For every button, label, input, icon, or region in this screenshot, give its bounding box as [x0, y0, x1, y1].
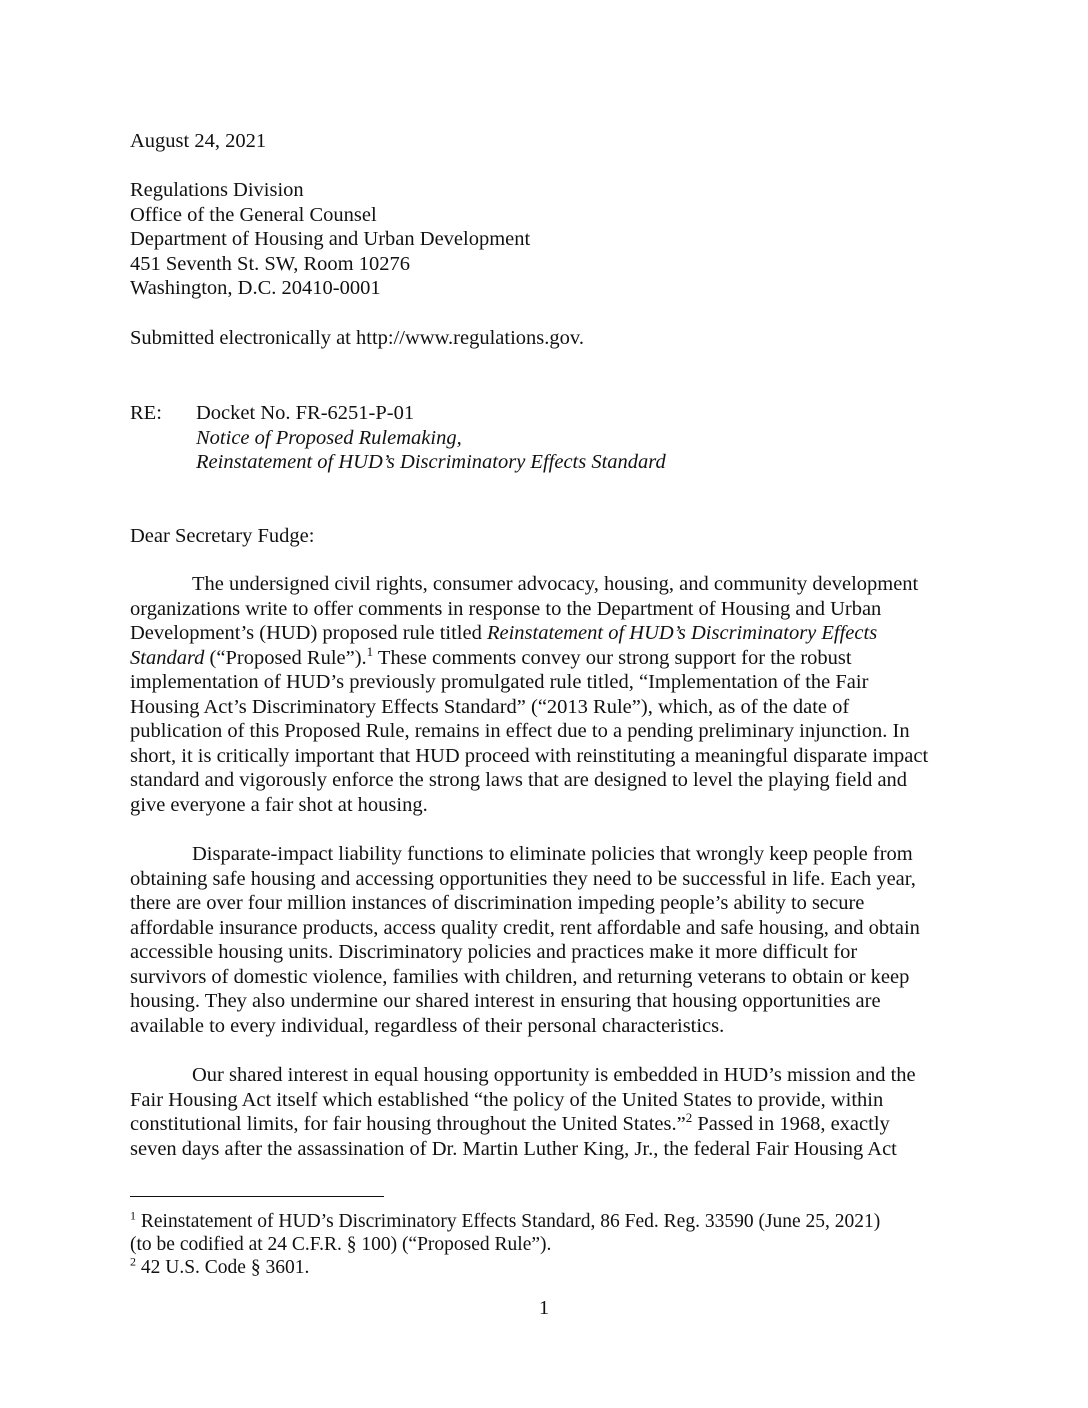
- paragraph-line: The undersigned civil rights, consumer advocacy, housing, and community development: [192, 573, 919, 595]
- paragraph-line: accessible housing units. Discriminatory policies and practices make it more difficult for: [130, 941, 858, 963]
- paragraph-line: Disparate-impact liability functions to eliminate policies that wrongly keep people from: [192, 843, 913, 865]
- notice-title: Notice of Proposed Rulemaking,: [196, 426, 462, 449]
- paragraph-line: Housing Act’s Discriminatory Effects Standard” (“2013 Rule”), which, as of the date of: [130, 695, 850, 718]
- footnote-ref-1[interactable]: 1: [366, 643, 374, 659]
- paragraph-line: Our shared interest in equal housing opportunity is embedded in HUD’s mission and the: [192, 1064, 916, 1086]
- paragraph-line: affordable insurance products, access quality credit, rent affordable and safe housing, and obtain: [130, 916, 920, 939]
- paragraph-line: seven days after the assassination of Dr. Martin Luther King, Jr., the federal Fair Housing Act: [130, 1137, 897, 1160]
- submission-text: Submitted electronically at http://www.regulations.gov.: [130, 327, 584, 349]
- paragraph-line: housing. They also undermine our shared interest in ensuring that housing opportunities are: [130, 990, 881, 1012]
- paragraph-line: [130, 1112, 960, 1137]
- paragraph-2: [130, 842, 960, 1038]
- text-run: Passed in 1968, exactly: [692, 1113, 890, 1135]
- footnote-2: [130, 1256, 960, 1279]
- docket-number: Docket No. FR-6251-P-01: [196, 402, 415, 424]
- footnote-text: 42 U.S. Code § 3601.: [136, 1257, 310, 1278]
- rule-title: Reinstatement of HUD’s Discriminatory Effects Standard: [196, 451, 666, 473]
- paragraph-line: short, it is critically important that HUD proceed with reinstituting a meaningful disparate impact: [130, 744, 929, 767]
- paragraph-3: [130, 1063, 960, 1161]
- salutation-text: Dear Secretary Fudge:: [130, 525, 315, 547]
- paragraph-line: give everyone a fair shot at housing.: [130, 793, 428, 816]
- footnote-mark-2: 2: [130, 1254, 136, 1269]
- address-line: Office of the General Counsel: [130, 203, 377, 226]
- italic-rule-title: Standard: [130, 646, 205, 669]
- footnote-mark-1: 1: [130, 1208, 136, 1223]
- address-line: Department of Housing and Urban Development: [130, 228, 531, 250]
- italic-rule-title: Reinstatement of HUD’s Discriminatory Effects: [486, 622, 878, 644]
- letter-date: [130, 129, 960, 154]
- paragraph-line: [130, 643, 960, 671]
- text-run: These comments convey our strong support for the robust: [373, 646, 852, 669]
- re-body: [196, 401, 956, 475]
- paragraph-line: obtaining safe housing and accessing opportunities they need to be successful in life. Each year,: [130, 867, 916, 890]
- date-text: August 24, 2021: [130, 130, 267, 152]
- paragraph-line: available to every individual, regardless of their personal characteristics.: [130, 1014, 725, 1037]
- address-line: Washington, D.C. 20410-0001: [130, 277, 381, 299]
- paragraph-line: [130, 621, 960, 646]
- footnote-ref-2[interactable]: 2: [685, 1110, 693, 1126]
- paragraph-line: there are over four million instances of discrimination impeding people’s ability to secure: [130, 892, 865, 914]
- paragraph-1: [130, 572, 960, 817]
- paragraph-line: implementation of HUD’s previously promulgated rule titled, “Implementation of the Fair: [130, 671, 869, 693]
- footnote-text: Reinstatement of HUD’s Discriminatory Effects Standard, 86 Fed. Reg. 33590 (June 25, 2021): [136, 1211, 881, 1232]
- recipient-address: [130, 178, 960, 301]
- text-run: constitutional limits, for fair housing throughout the United States.”: [130, 1113, 686, 1135]
- paragraph-line: publication of this Proposed Rule, remains in effect due to a pending preliminary injunction. In: [130, 720, 910, 742]
- paragraph-line: Fair Housing Act itself which established “the policy of the United States to provide, within: [130, 1088, 884, 1111]
- footnote-1-cont: (to be codified at 24 C.F.R. § 100) (“Proposed Rule”).: [130, 1234, 552, 1255]
- page-number: 1: [538, 1297, 550, 1319]
- submission-note: [130, 326, 960, 351]
- text-run: (“Proposed Rule”).: [204, 646, 367, 669]
- paragraph-line: standard and vigorously enforce the strong laws that are designed to level the playing field and: [130, 769, 908, 791]
- address-line: 451 Seventh St. SW, Room 10276: [130, 252, 411, 275]
- footnote-separator: [130, 1196, 384, 1197]
- re-label: RE:: [130, 402, 162, 424]
- footnotes: [130, 1210, 960, 1279]
- address-line: Regulations Division: [130, 179, 304, 201]
- paragraph-line: organizations write to offer comments in response to the Department of Housing and Urban: [130, 597, 882, 620]
- footnote-1: [130, 1210, 960, 1233]
- salutation: [130, 524, 960, 549]
- text-run: Development’s (HUD) proposed rule titled: [130, 622, 487, 644]
- paragraph-line: survivors of domestic violence, families with children, and returning veterans to obtain or keep: [130, 965, 910, 988]
